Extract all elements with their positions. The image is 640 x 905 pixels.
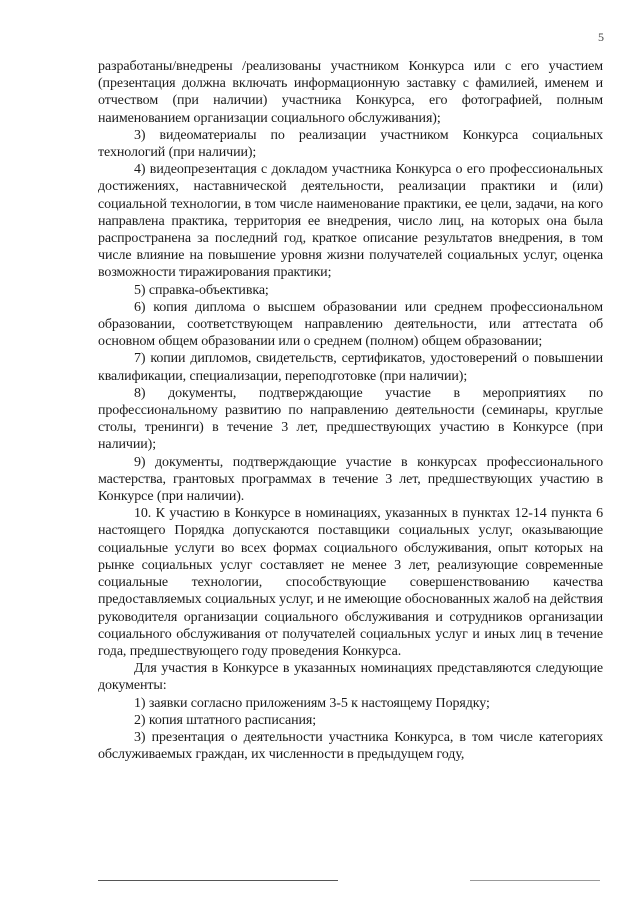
- paragraph: 5) справка-объективка;: [134, 282, 269, 298]
- paragraph: 3) видеоматериалы по реализации участником Конкурса социальных технологий (при наличии);: [98, 127, 603, 161]
- paragraph: 4) видеопрезентация с докладом участника Конкурса о его профессиональных достижениях, наставнической деятельности, реализации практики и (или) социальной технологии, в том числе наименование практики, ее цели, задачи, на кого направлена практика, территория ее внедрения, число лиц, на которых она была распространена за последний год, краткое описание результатов внедрения, в том числе влияние на повышение уровня жизни получателей социальных услуг, оценка возможности тиражирования практики;: [98, 162, 603, 281]
- footer-divider: [98, 880, 338, 881]
- paragraph: 3) презентация о деятельности участника Конкурса, в том числе категориях обслуживаемых граждан, их численности в предыдущем году,: [98, 729, 603, 763]
- paragraph: 2) копия штатного расписания;: [134, 712, 317, 728]
- paragraph: 7) копии дипломов, свидетельств, сертификатов, удостоверений о повышении квалификации, специализации, переподготовке (при наличии);: [98, 351, 603, 384]
- paragraph: Для участия в Конкурсе в указанных номинациях представляются следующие документы:: [98, 661, 603, 694]
- paragraph: 9) документы, подтверждающие участие в конкурсах профессионального мастерства, грантовых программах в течение 3 лет, предшествующих участию в Конкурсе (при наличии).: [98, 454, 603, 505]
- paragraph: разработаны/внедрены /реализованы участником Конкурса или с его участием (презентация должна включать информационную заставку с фамилией, именем и отчеством (при наличии) участника Конкурса, его фотографией, полным наименованием организации социального обслуживания);: [98, 59, 603, 126]
- paragraph: 6) копия диплома о высшем образовании или среднем профессиональном образовании, соответствующем направлению деятельности, или аттестата об основном общем образовании или о среднем (полном) общем образовании;: [98, 299, 603, 350]
- document-body: [98, 58, 603, 763]
- paragraph: 1) заявки согласно приложениям 3-5 к настоящему Порядку;: [134, 695, 490, 711]
- footer-divider: [470, 880, 600, 881]
- paragraph: 10. К участию в Конкурсе в номинациях, указанных в пунктах 12-14 пункта 6 настоящего Порядка допускаются поставщики социальных услуг, оказывающие социальные услуги во всех формах социального обслуживания, опыт которых на рынке социальных услуг составляет не менее 3 лет, реализующие современные социальные технологии, способствующие совершенствованию качества предоставляемых социальных услуг, и не имеющие обоснованных жалоб на действия руководителя организации социального обслуживания и сотрудников организации социального обслуживания от получателей социальных услуг и иных лиц в течение года, предшествующего году проведения Конкурса.: [98, 506, 603, 659]
- paragraph: 8) документы, подтверждающие участие в мероприятиях по профессиональному развитию по направлению деятельности (семинары, круглые столы, тренинги) в течение 3 лет, предшествующих участию в Конкурсе (при наличии);: [98, 385, 603, 453]
- page-number: 5: [598, 30, 604, 44]
